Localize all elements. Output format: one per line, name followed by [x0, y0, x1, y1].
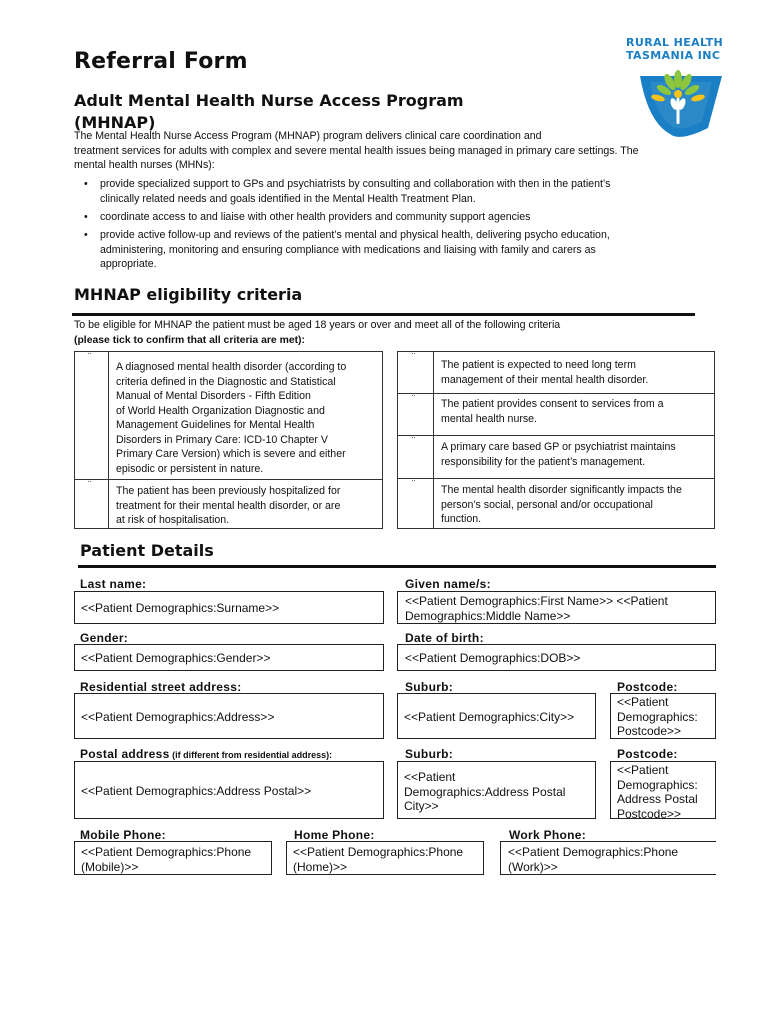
criterion-text	[441, 397, 713, 426]
postal-suburb-line: City>>	[404, 799, 439, 813]
postcode-value	[617, 695, 698, 739]
criterion-line: Disorders in Primary Care: ICD-10 Chapter V	[116, 433, 328, 446]
gender-value: <<Patient Demographics:Gender>>	[81, 651, 271, 665]
postal-suburb-line: <<Patient	[404, 770, 456, 784]
intro-line: treatment services for adults with complex and severe mental health issues being managed in primary care settings. The	[74, 144, 639, 157]
program-title	[74, 90, 464, 134]
postcode-line: <<Patient	[617, 695, 669, 709]
given-name-value	[405, 594, 668, 623]
work-phone-line: <<Patient Demographics:Phone	[508, 845, 679, 859]
suburb-value: <<Patient Demographics:City>>	[404, 710, 575, 724]
checkbox-cell[interactable]	[74, 479, 109, 529]
patient-details-heading: Patient Details	[80, 541, 214, 560]
postcode-label: Postcode:	[617, 680, 678, 694]
criterion-line: function.	[441, 513, 482, 525]
gender-label: Gender:	[80, 631, 129, 645]
mobile-phone-value	[81, 845, 251, 874]
given-name-line: <<Patient Demographics:First Name>> <<Patient	[405, 594, 668, 608]
postal-postcode-line: Demographics:	[617, 777, 698, 792]
criterion-text	[441, 440, 713, 469]
bullet-item	[80, 210, 692, 226]
criterion-line: criteria defined in the Diagnostic and Statistical	[116, 375, 336, 388]
work-phone-value	[508, 845, 678, 874]
logo-text-line1: RURAL HEALTH	[626, 36, 724, 49]
logo-text-line2: TASMANIA INC	[626, 49, 721, 62]
criterion-line: management of their mental health disorder.	[441, 373, 649, 386]
postal-address-value: <<Patient Demographics:Address Postal>>	[81, 784, 312, 798]
checkbox-icon[interactable]: ¨	[88, 480, 92, 491]
intro-line: mental health nurses (MHNs):	[74, 159, 215, 171]
criterion-text	[441, 358, 713, 387]
eligibility-instruction: (please tick to confirm that all criteria are met):	[74, 335, 305, 346]
bullet-item	[80, 228, 692, 272]
work-phone-label: Work Phone:	[509, 828, 587, 842]
eligibility-heading: MHNAP eligibility criteria	[74, 285, 303, 304]
home-phone-line: (Home)>>	[293, 859, 348, 874]
bullet-text	[100, 177, 692, 206]
bullet-line: administering, monitoring and ensuring compliance with medications and liaising with family and carers as	[100, 243, 596, 256]
postal-address-label-text: Postal address	[80, 747, 170, 761]
criterion-line: The patient is expected to need long term	[441, 359, 636, 371]
criterion-line: person’s social, personal and/or occupational	[441, 498, 653, 511]
criterion-line: of World Health Organization Diagnostic and	[116, 404, 325, 417]
postal-postcode-line: <<Patient	[617, 763, 669, 777]
criterion-line: treatment for their mental health disorder, or are	[116, 499, 341, 512]
home-phone-label: Home Phone:	[294, 828, 375, 842]
checkbox-cell[interactable]	[74, 351, 109, 480]
postal-postcode-value	[617, 763, 698, 821]
bullet-line: provide active follow-up and reviews of the patient’s mental and physical health, delivering psycho education,	[100, 229, 610, 241]
postal-address-label	[80, 747, 332, 761]
checkbox-column	[397, 351, 434, 529]
checkbox-icon[interactable]: ¨	[88, 352, 92, 363]
checkbox-icon[interactable]: ¨	[412, 394, 416, 405]
bullet-text	[100, 210, 692, 225]
intro-paragraph	[74, 129, 704, 173]
postal-postcode-line: Address Postal	[617, 792, 698, 806]
criterion-text	[116, 360, 378, 476]
work-phone-line: (Work)>>	[508, 859, 558, 874]
intro-line: The Mental Health Nurse Access Program (MHNAP) program delivers clinical care coordination and	[74, 130, 542, 142]
criterion-line: episodic or persistent in nature.	[116, 462, 264, 475]
criterion-line: mental health nurse.	[441, 412, 537, 425]
checkbox-icon[interactable]: ¨	[412, 436, 416, 447]
criterion-line: responsibility for the patient’s management.	[441, 455, 646, 468]
bullet-line: appropriate.	[100, 258, 157, 270]
postal-suburb-label: Suburb:	[405, 747, 454, 761]
residential-address-label: Residential street address:	[80, 680, 242, 694]
dob-value: <<Patient Demographics:DOB>>	[405, 651, 581, 665]
postcode-line: Demographics:	[617, 709, 698, 724]
criterion-line: Primary Care Version) which is severe and either	[116, 448, 346, 460]
dob-label: Date of birth:	[405, 631, 484, 645]
eligibility-intro: To be eligible for MHNAP the patient must be aged 18 years or over and meet all of the following criteria	[74, 319, 561, 331]
criterion-line: A diagnosed mental health disorder (according to	[116, 361, 347, 373]
bullet-text	[100, 228, 692, 272]
bullet-icon: •	[84, 229, 88, 241]
bullet-item	[80, 177, 692, 207]
mobile-phone-line: <<Patient Demographics:Phone	[81, 845, 252, 859]
program-title-line2: (MHNAP)	[74, 113, 156, 132]
bullet-icon: •	[84, 178, 88, 190]
page-title: Referral Form	[74, 49, 248, 74]
mobile-phone-line: (Mobile)>>	[81, 859, 139, 874]
criterion-line: The patient has been previously hospitalized for	[116, 485, 341, 497]
given-name-line: Demographics:Middle Name>>	[405, 608, 571, 623]
rural-health-tasmania-logo	[612, 36, 732, 62]
home-phone-line: <<Patient Demographics:Phone	[293, 845, 464, 859]
mobile-phone-label: Mobile Phone:	[80, 828, 166, 842]
section-divider	[78, 565, 716, 568]
bullet-line: coordinate access to and liaise with other health providers and community support agencies	[100, 211, 531, 223]
postal-postcode-label: Postcode:	[617, 747, 678, 761]
criterion-line: Manual of Mental Disorders - Fifth Edition	[116, 390, 311, 402]
criterion-line: A primary care based GP or psychiatrist maintains	[441, 441, 676, 453]
postal-suburb-line: Demographics:Address Postal	[404, 784, 566, 799]
bullet-line: clinically related needs and goals identified in the Mental Health Treatment Plan.	[100, 192, 476, 205]
postal-address-note: (if different from residential address):	[169, 750, 333, 760]
criterion-line: Management Guidelines for Mental Health	[116, 419, 315, 431]
bullet-line: provide specialized support to GPs and psychiatrists by consulting and collaboration with then in the patient’s	[100, 178, 611, 190]
criterion-line: The mental health disorder significantly impacts the	[441, 484, 682, 496]
criterion-line: The patient provides consent to services from a	[441, 398, 664, 410]
checkbox-icon[interactable]: ¨	[412, 479, 416, 490]
given-name-label: Given name/s:	[405, 577, 491, 591]
residential-address-value: <<Patient Demographics:Address>>	[81, 710, 275, 724]
criterion-text	[441, 483, 713, 527]
last-name-value: <<Patient Demographics:Surname>>	[81, 601, 280, 615]
postcode-line: Postcode>>	[617, 724, 682, 738]
postal-suburb-value	[404, 770, 565, 814]
program-title-line1: Adult Mental Health Nurse Access Program	[74, 91, 464, 110]
criterion-text	[116, 484, 378, 528]
section-divider	[72, 313, 695, 316]
criterion-line: at risk of hospitalisation.	[116, 514, 230, 526]
bullet-icon: •	[84, 211, 88, 223]
checkbox-icon[interactable]: ¨	[412, 352, 416, 363]
last-name-label: Last name:	[80, 577, 147, 591]
home-phone-value	[293, 845, 463, 874]
suburb-label: Suburb:	[405, 680, 454, 694]
postal-postcode-line: Postcode>>	[617, 806, 682, 821]
